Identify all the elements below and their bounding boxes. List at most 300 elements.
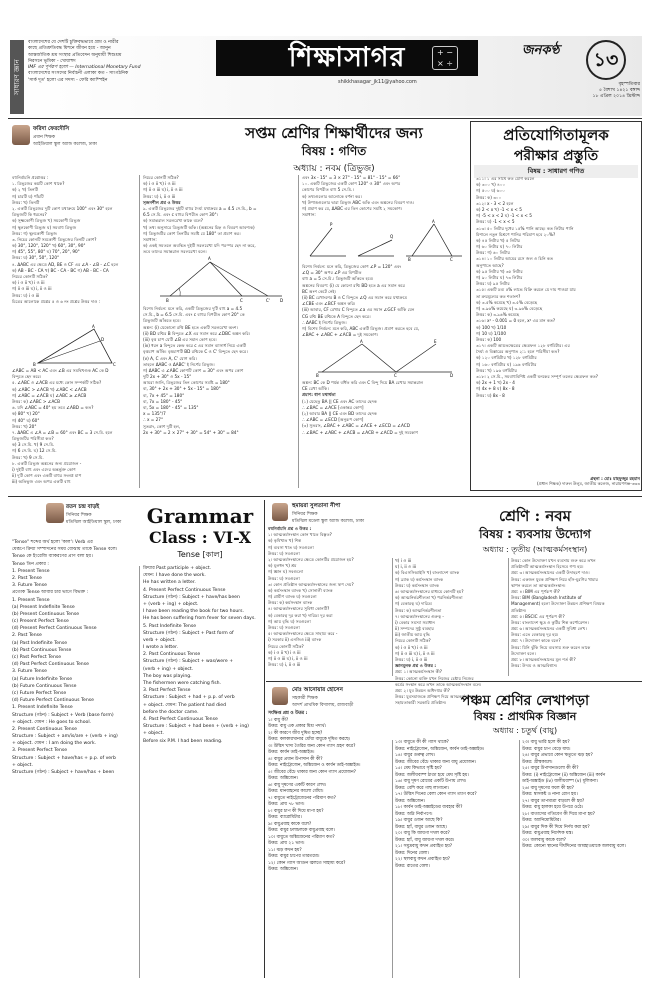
text-line: অনুপাতে আছে? bbox=[476, 262, 504, 268]
text-line: ১। আত্মকর্মসংস্থান কোন খাতে বিস্তৃত? bbox=[268, 532, 332, 538]
text-line: x = 135°/7 bbox=[143, 411, 166, 417]
text-line: ক) 100 খ) 1/10 bbox=[476, 324, 507, 330]
grammar-class: Class : VI-X bbox=[148, 528, 252, 547]
divider bbox=[266, 681, 642, 682]
text-line: উত্তর: খ) তিনটি bbox=[12, 199, 40, 205]
text-line: Tense তিন প্রকার : bbox=[12, 561, 49, 567]
text-line: ত্রিভুজটি কি ধরনের? bbox=[12, 212, 47, 218]
text-line: উদ্যোক্তা বলে। bbox=[511, 650, 536, 656]
text-line: ক) ১২০ বর্গমিটার খ) ১২৮ বর্গমিটার bbox=[476, 355, 537, 361]
text-line: Structure : Subject + had been + (verb + ing) bbox=[143, 724, 249, 730]
text-line: 2x + 30° = 2 × 27° + 30° = 54° + 30° = 84° bbox=[143, 429, 239, 435]
text-line: i) সরকার ii) এনজিও iii) ব্যাংক bbox=[268, 637, 322, 643]
gk-line: বাংলাদেশের সংসদের নির্বাচনী এলাকা কত - সাংগঠনিক bbox=[28, 71, 129, 77]
text-line: (a) Present Indefinite Tense bbox=[12, 604, 75, 610]
text-line: উত্তর: প্রায় ২১ ভাগ। bbox=[268, 841, 305, 846]
text-line: প্রমাণ: ধাপ যথার্থতা bbox=[302, 392, 336, 398]
text-line: ∠ABC = AB < AC এবং ∠B এর সমদ্বিখণ্ডক AC কে D bbox=[12, 368, 109, 373]
math-subject: বিষয় : গণিত bbox=[301, 144, 367, 158]
text-line: যেমন: I have done the work. bbox=[143, 573, 206, 579]
text-line: দুটি 2x + 30° ও 5x - 15° bbox=[143, 374, 192, 380]
text-line: ডাই-অক্সাইড (iv) জলীয়বাষ্প (v) ধূলিকণা। bbox=[522, 779, 599, 784]
text-line: ৭। আত্মকর্মসংস্থানের গুরুত্ব - bbox=[395, 613, 444, 619]
text-line: নিচের কোনটি সঠিক? bbox=[12, 274, 48, 279]
text-line: ক্রিয়ার Past participle + object. bbox=[143, 566, 212, 571]
math-col2b bbox=[143, 306, 295, 488]
date-line: বৃহস্পতিবার bbox=[618, 82, 640, 87]
competitive-credit bbox=[470, 476, 640, 487]
text-line: উত্তর: কার্বন ডাই-অক্সাইড। bbox=[268, 750, 315, 755]
math-chapter: অধ্যায় : নবম (ত্রিভুজ) bbox=[293, 164, 375, 174]
text-line: উত্তর: হ্যাঁ, বায়ু জায়গা দখল করে। bbox=[395, 837, 455, 843]
svg-text:C: C bbox=[113, 362, 116, 367]
text-line: ৪. ΔABC এর ক্ষেত্রে AD, BE ও CF এর ∠A - ∠B - ∠C হলে bbox=[12, 261, 119, 267]
text-line: ১৮। কার্বন ডাই-অক্সাইডের ব্যবহার কী? bbox=[395, 805, 463, 810]
text-line: উত্তর: বায়ুর চাপ বেড়ে যায়। bbox=[522, 746, 571, 752]
text-line: (ii) BD রশ্মির B বিন্দুতে ∠X এর সমান করে ∠DBC অঙ্কন করি। bbox=[143, 330, 251, 336]
text-line: The fishermen were catching fish. bbox=[143, 681, 221, 686]
svg-text:D: D bbox=[101, 337, 105, 342]
math-col1b bbox=[12, 368, 136, 488]
text-line: ক) কৃষিখাত খ) শিল্প bbox=[268, 538, 302, 544]
text-line: ক) ২ খ) তিনটি bbox=[12, 187, 38, 193]
text-line: উত্তর: ক) আত্মনির্ভরশীলতা bbox=[395, 607, 442, 613]
text-line: 6.5 সে.মি. এবং c বাহুর বিপরীত কোণ 30°। bbox=[143, 212, 219, 218]
text-line: গ) ii ও iii ঘ) i, ii ও iii bbox=[12, 286, 52, 292]
text-line: গ) ৩.৯৬% কমেছে ঘ) ৩.৯৬% বেড়েছে bbox=[476, 305, 543, 311]
text-line: (b) Present Continuous Tense bbox=[12, 611, 80, 617]
text-line: The boy was playing. bbox=[143, 673, 192, 679]
science-subject: বিষয় : প্রাথমিক বিজ্ঞান bbox=[473, 710, 577, 723]
text-line: BC অংশ কেটে নেই। bbox=[302, 288, 337, 294]
author-school: আইডিয়াল স্কুল অ্যান্ড কলেজ, ঢাকা bbox=[33, 142, 97, 147]
text-line: (b) Past Continuous Tense bbox=[12, 647, 72, 653]
text-line: 4. Past Perfect Continuous Tense bbox=[143, 716, 218, 722]
math-col1 bbox=[12, 175, 136, 321]
text-line: ২১। সমুদ্রবায়ু কখন প্রবাহিত হয়? bbox=[395, 844, 453, 849]
text-line: সংক্ষিপ্ত প্রশ্ন ও উত্তর : bbox=[268, 711, 308, 716]
text-line: নিচের কোনটি সঠিক? bbox=[268, 643, 304, 649]
text-line: ১। বায়ু কী? bbox=[268, 717, 289, 723]
text-line: ∴ ∠BAC + ∠ABC + ∠ACB = ∠ACB + ∠ACD = দুই সমকোণ bbox=[302, 429, 419, 435]
text-line: কোণের বিপরীত বাহু 5 সে.মি.। bbox=[302, 187, 354, 193]
text-line: ক) কর্মসংস্থান ব্যাংক খ) সোনালী ব্যাংক bbox=[268, 587, 333, 593]
text-line: iii) অতিভুজ এবং অপর একটি বাহু bbox=[12, 479, 71, 485]
text-line: উত্তর: যুবসমাজকে প্রশিক্ষণ দিয়ে আত্মকর্মসংস্থানে bbox=[395, 694, 477, 700]
text-line: বা, 5x = 180° - 45° = 135° bbox=[143, 405, 199, 410]
text-line: ii) সম্পদের সুষ্ঠু ব্যবহার bbox=[395, 626, 434, 632]
author-photo bbox=[272, 503, 288, 521]
text-line: ৯। বায়ুপ্রবাহ কাকে বলে? bbox=[268, 821, 312, 827]
text-line: গ) -5 < x < 2 ঘ) -1 < x < 5 bbox=[476, 213, 532, 219]
triangle-figure bbox=[30, 323, 120, 367]
text-line: ২৫। বায়ুর উপাদানগুলো কী কী? bbox=[522, 766, 579, 771]
text-line: ১৭। উদ্ভিদ দিনের বেলা কোন গ্যাস ত্যাগ করে? bbox=[395, 792, 477, 797]
text-line: মিশালে নতুন মিশ্রণে পানির পরিমাণ হবে ২০%? bbox=[476, 231, 556, 237]
text-line: সৃজনশীল প্রশ্ন ও উত্তর bbox=[143, 199, 181, 205]
grammar-byline bbox=[66, 504, 150, 526]
gk-line: নিরসনে ভূমিকা - খোয়াহুদ bbox=[28, 58, 76, 64]
text-line: + object. bbox=[143, 731, 164, 737]
text-line: ৩১২। x - 3 < 2 হলে bbox=[476, 200, 514, 206]
text-line: উত্তর: নাইট্রোজেন, অক্সিজেন, কার্বন ডাই-অক্সাইড। bbox=[395, 746, 485, 752]
logo: শিক্ষাসাগর bbox=[216, 40, 478, 76]
text-line: 2. Past Continuous Tense bbox=[143, 652, 201, 658]
text-line: নিচের কোনটি সঠিক? bbox=[395, 638, 431, 644]
page-number: ১৩ bbox=[586, 40, 626, 80]
text-line: + object. যেমন: The patient had died bbox=[143, 702, 227, 708]
divider bbox=[139, 566, 140, 978]
text-line: Tense কে ইংরেজি ব্যাকরণের প্রাণ বলা হয়। bbox=[12, 554, 93, 560]
text-line: উত্তর: গ) ৬০ লিটার bbox=[476, 250, 510, 256]
text-line: ১৬। বায়ু দূষণ রোধের একটি উপায় লেখ। bbox=[395, 779, 467, 784]
text-line: CG রশ্মি BE রশ্মিকে A বিন্দুতে ছেদ করে। bbox=[302, 313, 371, 319]
text-line: উত্তর: শ্বাসকষ্ট ও নানা রোগ হয়। bbox=[522, 792, 578, 797]
author-role: প্রধান শিক্ষক bbox=[33, 135, 56, 140]
text-line: (a) Future Indefinite Tense bbox=[12, 676, 73, 682]
text-line: (c) Future Perfect Tense bbox=[12, 690, 67, 696]
text-line: বহুনির্বাচনি প্রশ্ন ও উত্তর : bbox=[268, 526, 312, 531]
text-line: খ) উপাত্তগুলোর দ্বারা ত্রিভুজ ABC আঁক এবং অঙ্কনের বিবরণ দাও। bbox=[302, 199, 415, 205]
text-line: ৩। কোন প্রতিষ্ঠান আত্মকর্মসংস্থানের জন্য ঋণ দেয়? bbox=[268, 581, 354, 587]
text-line: ৪। আত্মকর্মসংস্থানের সুবিধা কোনটি? bbox=[268, 606, 330, 612]
date-line: ১৮ এপ্রিল ২০১৪ খ্রিস্টাব্দ bbox=[592, 94, 640, 99]
math-symbols-icon: + − × ÷ bbox=[432, 46, 458, 70]
text-line: উত্তর: BIM (Bangladesh Institute of bbox=[511, 595, 582, 601]
text-line: ৬। বায়ু দূষণের একটি কারণ লেখ। bbox=[268, 782, 327, 788]
svg-text:D: D bbox=[280, 298, 284, 303]
text-line: উত্তর: অগ্নি নির্বাপণে। bbox=[395, 811, 433, 817]
brand: জনকণ্ঠ bbox=[522, 43, 560, 58]
credit-line: (প্রধান শিক্ষক) দারুল উলুম, জাতীয় কলেজ, নারায়ণগঞ্জ-৩৩৩ bbox=[536, 481, 640, 487]
text-line: 2. Past Tense bbox=[12, 633, 42, 639]
text-line: উত্তর: খ) ১৯৬ বর্গমিটার bbox=[476, 367, 517, 373]
text-line: উত্তর: ক) কর্মসংস্থান ব্যাংক bbox=[268, 600, 313, 606]
svg-text:A: A bbox=[92, 324, 95, 329]
svg-text:C: C bbox=[450, 257, 453, 262]
text-line: 3. Future Tense bbox=[12, 669, 47, 675]
text-line: ২২। স্থলবায়ু কখন প্রবাহিত হয়? bbox=[395, 857, 450, 862]
text-line: বিশেষ নির্বচন: মনে করি, ত্রিভুজের কোণ ∠P = 120° এবং bbox=[302, 264, 402, 269]
text-line: আমরা জানি, ত্রিভুজের তিন কোণের সমষ্টি = 180° bbox=[143, 380, 230, 386]
text-line: উত্তর: ঘ) 30°, 50°, 120° bbox=[12, 255, 60, 261]
text-line: ৩১১। ১ এর সাথে কত যোগ করলে bbox=[476, 176, 535, 181]
text-line: উত্তর: ঘ) ৯৫ লিটার bbox=[476, 281, 510, 287]
text-line: 1. Present Indefinite Tense bbox=[12, 705, 73, 711]
text-line: উত্তর: অক্সিজেন। bbox=[268, 776, 299, 781]
svg-text:B: B bbox=[408, 257, 411, 262]
business-byline bbox=[292, 503, 402, 525]
text-line: 1. Present Tense bbox=[12, 568, 50, 574]
competitive-headline-2: পরীক্ষার প্রস্তুতি bbox=[513, 148, 599, 164]
text-line: ৩১৮। ২ সে.মি., সমবাহুবিশিষ্ট একটি ঘনকের সম্পূর্ণ তলের ক্ষেত্রফল কত? bbox=[476, 374, 599, 379]
text-line: ১. ত্রিভুজের কয়টি কোণ থাকে? bbox=[12, 181, 65, 187]
text-line: প্রশ্ন: ৫। BSCIC এর পূর্ণরূপ কী? bbox=[511, 613, 565, 619]
text-line: উত্তর: ঘ) i, ii ও iii bbox=[143, 193, 176, 199]
text-line: ১৩। বায়ুতে কী কী গ্যাস থাকে? bbox=[395, 740, 449, 745]
divider bbox=[508, 558, 509, 676]
text-line: বা, 7x + 45° = 180° bbox=[143, 392, 185, 398]
text-line: ক) ৯৫ লিটার খ) ৩৫ লিটার bbox=[476, 268, 523, 274]
text-line: প্রশ্ন: ৩। আত্মকর্মসংস্থানের একটি উদাহরণ দাও। bbox=[511, 570, 590, 576]
divider bbox=[264, 500, 265, 978]
svg-text:A: A bbox=[432, 219, 435, 224]
math-col2 bbox=[143, 175, 295, 255]
text-line: তাহলে ΔABC ও ΔABC' ই নির্ণেয় ত্রিভুজ। bbox=[143, 361, 215, 367]
text-line: 3. Future Tense bbox=[12, 583, 47, 589]
divider bbox=[8, 496, 642, 497]
svg-text:P: P bbox=[330, 222, 333, 227]
divider bbox=[392, 558, 393, 676]
text-line: ৩১৭। একটি আয়তক্ষেত্রের ক্ষেত্রফল ১২৮ বর্গমিটার। এর bbox=[476, 343, 570, 349]
text-line: উত্তর: অ্যানিমোমিটার। bbox=[522, 818, 561, 823]
text-line: বা, 7x = 180° - 45° bbox=[143, 398, 183, 404]
text-line: + object. যেমন : He goes to school. bbox=[12, 719, 92, 725]
text-line: গ) ii ও iii ঘ) i, ii ও iii bbox=[395, 650, 435, 656]
text-line: গ) ∠ABC = ∠ACB ঘ) ∠ABC ≥ ∠ACB bbox=[12, 392, 87, 398]
divider bbox=[298, 175, 299, 488]
text-line: 2. Present Continuous Tense bbox=[12, 726, 77, 732]
text-line: উত্তর: (i) নাইট্রোজেন (ii) অক্সিজেন (iii) কার্বন bbox=[522, 772, 606, 778]
text-line: ক) 2 < x খ) -1 < x < 5 bbox=[476, 206, 522, 212]
text-line: ৩। উদ্ভিদ খাদ্য তৈরির জন্য কোন গ্যাস গ্রহণ করে? bbox=[268, 743, 356, 749]
text-line: উত্তর: ক) ∠ABC > ∠ACB bbox=[12, 398, 61, 404]
svg-text:D: D bbox=[450, 373, 454, 378]
text-line: ক) i ও ii খ) i ও iii bbox=[268, 649, 301, 655]
text-line: I wrote a letter. bbox=[143, 645, 178, 651]
svg-text:B: B bbox=[33, 362, 36, 367]
text-line: 5. Past Indefinite Tense bbox=[143, 623, 197, 629]
text-line: ক) ∠ABC > ∠ACB খ) ∠ABC < ∠ACB bbox=[12, 386, 87, 392]
text-line: Before six P.M. I had been reading. bbox=[143, 738, 223, 744]
grammar-col2 bbox=[143, 566, 261, 978]
text-line: 1. Present Tense bbox=[12, 597, 50, 603]
text-line: বা, 30° + 2x + 30° + 5x - 15° = 180° bbox=[143, 386, 221, 392]
text-line: ক) আত্মনির্ভরশীলতা খ) পরনির্ভরশীলতা bbox=[395, 595, 463, 601]
text-line: স্থাপন করলে তা আত্মকর্মসংস্থান। bbox=[511, 582, 566, 588]
text-line: (১) যেহেতু BA || CE এবং AC তাদের ছেদক bbox=[302, 398, 377, 404]
text-line: উত্তর: ঘ) i ও iii bbox=[12, 292, 40, 298]
text-line: যেরূপে ক্রিয়া সম্পাদনের সময় বোঝায় তাকে Tense বলে। bbox=[12, 547, 118, 553]
math-byline bbox=[33, 126, 143, 148]
text-line: (ii) BC রেখাংশের B ও C বিন্দুতে ∠Q এর সমান করে যথাক্রমে bbox=[302, 294, 407, 300]
text-line: Structure (গঠন) : Subject + have/has + been bbox=[12, 770, 115, 775]
text-line: ৯. একটি ত্রিভুজের দুইটি বাহুর দৈর্ঘ্য যথাক্রমে a = 4.5 সে.মি., b = bbox=[143, 205, 257, 211]
text-line: উত্তর: ক) ৩.৯৬% কমেছে bbox=[476, 312, 520, 318]
text-line: Structure (গঠন) : Subject + Past form of bbox=[143, 630, 234, 636]
competitive-questions bbox=[476, 176, 638, 476]
text-line: উত্তর: ঘ) -1 < x < 5 bbox=[476, 219, 515, 225]
text-line: উত্তর: উদ্যম ও আত্মবিশ্বাস। bbox=[511, 663, 558, 669]
text-line: 3. Present Perfect Tense bbox=[12, 748, 68, 754]
text-line: ∠CBE এবং ∠BCF অঙ্কন করি। bbox=[302, 301, 356, 307]
text-line: প্রশ্ন: ৮। আত্মকর্মসংস্থানের মূল শর্ত কী? bbox=[511, 657, 576, 662]
text-line: উত্তর: এতে বেকারত্ব দূর হয়। bbox=[511, 632, 559, 638]
svg-text:B: B bbox=[166, 298, 169, 303]
text-line: গ) ৬০ লিটার ঘ) ৭০ লিটার bbox=[476, 244, 523, 250]
text-line: উত্তর: জীবের বেঁচে থাকার জন্য বায়ু প্রয়োজন। bbox=[395, 759, 477, 765]
text-line: ২৬। বায়ু দূষণের ফলে কী হয়? bbox=[522, 785, 574, 791]
text-line: (iv) ধরন a বিন্দুতে কেন্দ্র করে c এর সমান ব্যাসার্ধ নিয়ে একটি bbox=[143, 343, 247, 349]
text-line: খ) তথ্য অনুসারে ত্রিভুজটি আঁক। (অঙ্কনের চিহ্ন ও বিবরণ আবশ্যক) bbox=[143, 224, 255, 230]
text-line: ২৪। বায়ুর প্রভাবে কোন ঋতুতে ঝড় হয়? bbox=[522, 753, 593, 758]
text-line: ক) ৩০০ খ) ৪০০ bbox=[476, 182, 506, 188]
text-line: উত্তর: ঘ) সবগুলো bbox=[268, 550, 300, 556]
text-line: গ) 45°, 55°, 80° ঘ) 70°, 20°, 90° bbox=[12, 249, 80, 255]
text-line: উত্তর: কোনো ব্যক্তি যখন নিজের চেষ্টায় নিজের bbox=[395, 675, 474, 681]
text-line: ক) ৩.৫% কমেছে খ) ৩.৫% বেড়েছে bbox=[476, 299, 538, 305]
divider bbox=[8, 118, 642, 119]
text-line: উত্তর: বেশি করে গাছ লাগানো। bbox=[395, 785, 450, 791]
text-line: Structure : Subject + had + p.p. of verb bbox=[143, 695, 235, 701]
text-line: (৩) সুতরাং, ∠BAC + ∠ABC = ∠ACE + ∠ECD = ∠ACD bbox=[302, 423, 410, 429]
text-line: ক) মূলধন খ) শ্রম bbox=[268, 563, 297, 569]
text-line: ২। কী কারণে জীব দুষিত হচ্ছে? bbox=[268, 730, 323, 736]
text-line: ৫। জীবের বেঁচে থাকার জন্য কোন গ্যাস প্রয়োজন? bbox=[268, 769, 356, 775]
text-line: Structure (গঠন) : Subject + was/were + bbox=[143, 659, 234, 665]
text-line: ক) 2x + 1 খ) 2x - 4 bbox=[476, 380, 515, 386]
competitive-subject: বিষয় : সাধারণ গণিত bbox=[474, 165, 638, 178]
business-col1 bbox=[268, 526, 390, 676]
text-line: ∠Q = 30° অপর ∠P এর বিপরীত bbox=[302, 270, 362, 276]
text-line: উত্তর: বায়ুর চাপের তারতম্যে। bbox=[268, 854, 320, 859]
grammar-title: Grammar bbox=[146, 504, 254, 528]
construction-figure bbox=[150, 252, 290, 304]
text-line: ক) 3 সে.মি. খ) 9 সে.মি. bbox=[12, 442, 55, 448]
author-name: ফরিদা ফেরদৌসি bbox=[33, 126, 70, 132]
text-line: ক) সমান্তরাল সরলরেখা কাকে বলে? bbox=[143, 218, 203, 224]
author-name: হুমায়রা সুলতানা নীপা bbox=[292, 503, 341, 509]
text-line: উত্তর: নাইট্রোজেন, অক্সিজেন ও কার্বন ডাই-অক্সাইড। bbox=[268, 763, 361, 768]
text-line: বহুনির্বাচনি প্রশ্নোত্তর : bbox=[12, 175, 49, 180]
text-line: ক) ৪৫ লিটার খ) ৫ লিটার bbox=[476, 237, 520, 243]
text-line: Structure : Subject + am/is/are + (verb + ing) bbox=[12, 734, 118, 740]
text-line: ∴ x = 27° bbox=[143, 417, 164, 423]
text-line: উত্তর: একজন যুবক প্রশিক্ষণ নিয়ে হাঁস-মুরগির খামার bbox=[511, 576, 598, 582]
business-col2 bbox=[395, 558, 505, 706]
text-line: গ) চারটি ঘ) পাঁচটি bbox=[12, 193, 44, 199]
text-line: গ) 10 ঘ) 1/100 bbox=[476, 330, 506, 336]
text-line: জ্ঞানমূলক প্রশ্ন ও উত্তর : bbox=[395, 663, 437, 669]
gk-line: কাছে প্রতিশ্রুতিবদ্ধ মিশনে জীবন হয়ে - জানুন bbox=[28, 46, 111, 52]
text-line: বিন্দুতে ছেদ করে। bbox=[12, 374, 42, 380]
text-line: ∴ ∠ABC = ∠ECD [অনুরূপ কোণ] bbox=[302, 417, 364, 423]
text-line: + object. bbox=[12, 762, 33, 768]
math-col3 bbox=[302, 175, 466, 217]
text-line: ক) 80° খ) 20° bbox=[12, 411, 40, 417]
svg-text:C': C' bbox=[266, 298, 270, 303]
text-line: প্রতিষ্ঠান। bbox=[511, 607, 527, 613]
dateline bbox=[544, 82, 640, 100]
text-line: গ) ii ও iii ঘ) i, ii ও iii bbox=[268, 655, 308, 661]
text-line: উত্তর: ঘ) i, ii ও iii bbox=[268, 662, 301, 668]
text-line: ৭। বায়ুতে নাইট্রোজেনের পরিমাণ কত? bbox=[268, 795, 336, 801]
text-line: গ) ব্যবসা খাত ঘ) সবগুলো bbox=[268, 544, 314, 550]
text-line: উত্তর: কোন উদ্যোক্তা যখন ব্যবসায় শুরু করে তখন bbox=[511, 558, 596, 563]
text-line: প্রশ্ন: ৬। আত্মকর্মসংস্থানের একটি সুবিধা লেখ। bbox=[511, 626, 587, 632]
grammar-col1 bbox=[12, 540, 136, 978]
author-school: মতিঝিল আইডিয়াল স্কুল, ঢাকা bbox=[66, 520, 122, 525]
text-line: ত্রিভুজটির পরিসীমা কত? bbox=[12, 436, 54, 442]
grammar-topic: Tense [কাল] bbox=[177, 550, 223, 559]
text-line: ৮। বায়ুর চাপ কী দিয়ে মাপা হয়? bbox=[268, 808, 324, 814]
text-line: 4. Present Perfect Continuous Tense bbox=[143, 587, 226, 593]
divider bbox=[519, 740, 520, 978]
author-name: রতন চন্দ্র বাড়ই bbox=[66, 504, 100, 510]
section-tag: সাধারণ জ্ঞান bbox=[10, 40, 24, 114]
text-line: Structure (গঠন) : Subject + Verb (base form) bbox=[12, 712, 114, 718]
text-line: উত্তর: বায়ু হালকা হয়ে উপরে ওঠে। bbox=[522, 805, 584, 810]
text-line: ২৭। বায়ুর তাপমাত্রা বাড়লে কী হয়? bbox=[522, 798, 585, 804]
email: shikkhasagar_jk11@yahoo.com bbox=[338, 79, 417, 85]
divider bbox=[392, 740, 393, 978]
science-headline: পঞ্চম শ্রেণির লেখাপড়া bbox=[460, 693, 590, 709]
text-line: ১০. একটি ত্রিভুজের একটি কোণ 120° ও 30° এবং অপর bbox=[302, 181, 401, 187]
text-line: ক) বিএসসিআইসি খ) বাংলাদেশ ব্যাংক bbox=[395, 570, 460, 576]
text-line: উত্তর: জলীয়বাষ্প ঠাণ্ডা হয়ে মেঘ সৃষ্টি হয়। bbox=[395, 772, 469, 778]
text-line: (c) Present Perfect Tense bbox=[12, 619, 69, 625]
text-line: (d) Past Perfect Continuous Tense bbox=[12, 662, 89, 668]
svg-text:C: C bbox=[240, 298, 243, 303]
science-col3 bbox=[522, 740, 640, 978]
text-line: ২। আত্মকর্মসংস্থানের ক্ষেত্রে কোনটির প্রয়োজন হয়? bbox=[268, 556, 354, 562]
text-line: প্রতিষ্ঠানটি আত্মকর্মসংস্থান হিসেবে গণ্য হয়। bbox=[511, 564, 584, 570]
text-line: সমাধান: bbox=[302, 212, 316, 218]
text-line: ৬। আত্মকর্মসংস্থানের মাধ্যমে কোনটি হয়? bbox=[395, 588, 464, 594]
text-line: (a) Past Indefinite Tense bbox=[12, 640, 68, 646]
text-line: ৩. নিচের কোনটি সমকোণী ত্রিভুজের তিনটি কোণ? bbox=[12, 236, 97, 242]
text-line: এবং 3x - 15° = 3 × 27° - 15° = 81° - 15° = 66° bbox=[302, 175, 401, 180]
gk-box bbox=[28, 40, 212, 114]
text-line: প্রশ্ন: ৭। উদ্যোক্তা কাকে বলে? bbox=[511, 638, 561, 644]
text-line: ∴ ∠BAC = ∠ACE [একান্তর কোণ] bbox=[302, 404, 364, 410]
text-line: উত্তর: খ) 9 সে.মি. bbox=[12, 454, 44, 460]
text-line: উত্তর: অক্সিজেন। bbox=[268, 867, 299, 872]
text-line: + object. যেমন : I am doing the work. bbox=[12, 741, 97, 747]
text-line: গ) 40° ঘ) 60° bbox=[12, 417, 40, 423]
text-line: উত্তর: কলকারখানার ধোঁয়া বায়ুকে দূষিত করছে। bbox=[268, 737, 351, 742]
text-line: + (verb + ing) + object. bbox=[143, 601, 199, 607]
gk-line: আন্তর্জাতিক শ্রম সংস্থার প্রতিবেদন অনুযায়ী শিশুশ্রম bbox=[28, 52, 122, 58]
text-line: প্রশ্ন: ১। আত্মকর্মসংস্থান কী? bbox=[395, 669, 442, 675]
angle-figure bbox=[306, 218, 466, 262]
text-line: গ) ΔABC এ ∠ABC কোণটি কোণ = 30° এবং অপর কোণ bbox=[143, 367, 244, 373]
business-subject: বিষয় : ব্যবসায় উদ্যোগ bbox=[479, 527, 591, 541]
text-line: প্রশ্ন: ৪। BIM এর পূর্ণরূপ কী? bbox=[511, 588, 560, 594]
author-school: আদর্শ প্রাথমিক বিদ্যালয়, রাজবাড়ী bbox=[292, 703, 354, 708]
text-line: ৫. ∠ABC ও ∠ACB এর মধ্যে কোন সম্পর্কটি সঠিক? bbox=[12, 380, 102, 386]
author-name: মোঃ আনোয়ার হোসেন bbox=[292, 687, 343, 693]
science-byline bbox=[292, 687, 412, 709]
text-line: iii) জাতীয় আয় বৃদ্ধি bbox=[395, 632, 430, 638]
text-line: খ) i ও iii bbox=[395, 558, 412, 563]
text-line: ক) i ও ii খ) i ও iii bbox=[143, 181, 176, 187]
text-line: Management) হলো উদ্যোক্তা উন্নয়ন প্রশিক্ষণ বিষয়ক bbox=[511, 601, 605, 607]
text-line: 2. Past Tense bbox=[12, 575, 42, 581]
svg-text:A: A bbox=[208, 256, 211, 261]
text-line: উত্তর: বায়ুপ্রবাহ নির্দেশক যন্ত্র। bbox=[522, 831, 574, 836]
text-line: verb + object. bbox=[143, 637, 176, 643]
text-line: ক) বেকারত্ব দূর করা খ) দারিদ্র্য দূর করা bbox=[268, 612, 333, 618]
text-line: গ) ৫০০ ঘ) ৬০০ bbox=[476, 188, 505, 194]
business-class: শ্রেণি : নবম bbox=[499, 507, 571, 525]
text-line: ১২। কোন গ্যাস আগুন জ্বলতে সাহায্য করে? bbox=[268, 860, 346, 866]
text-line: উত্তর: খ) 20° bbox=[12, 423, 37, 429]
text-line: I have been reading the book for two hours. bbox=[143, 609, 245, 615]
text-line: উত্তর: গ) স্থূলকোণী ত্রিভুজ bbox=[12, 230, 57, 236]
text-line: "Tense" শব্দের অর্থ হলো 'কাল'। Verb এর bbox=[12, 540, 93, 545]
text-line: অঙ্কনের বিবরণ: (i) যে কোনো রশ্মি BD হতে a এর সমান করে bbox=[302, 282, 405, 288]
